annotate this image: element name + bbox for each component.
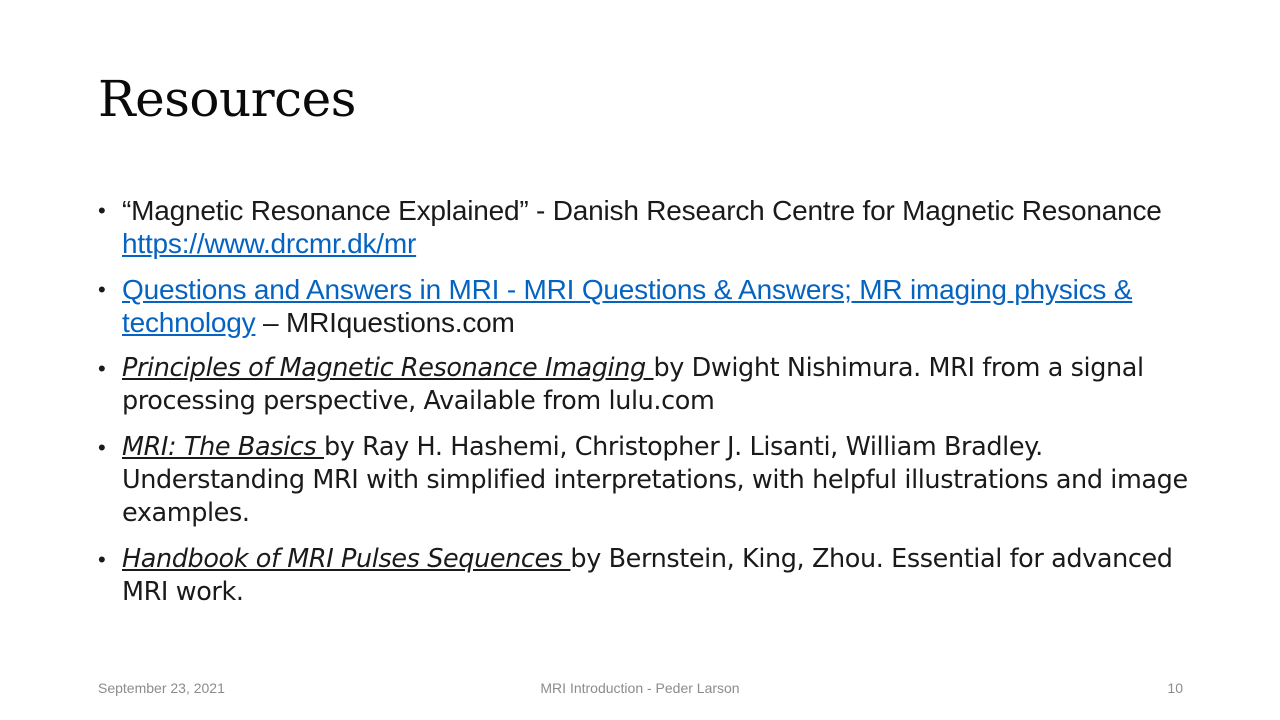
resource-description: by Bernstein, King, Zhou. Essential for advanced MRI work. bbox=[122, 544, 1173, 607]
list-item bbox=[98, 352, 1188, 418]
list-item bbox=[98, 194, 1188, 260]
book-title: Handbook of MRI Pulses Sequences bbox=[122, 544, 571, 574]
footer-title: MRI Introduction - Peder Larson bbox=[540, 680, 740, 696]
list-item bbox=[98, 431, 1188, 530]
bullet-icon: • bbox=[98, 198, 106, 223]
bullet-icon: • bbox=[98, 277, 106, 302]
footer-date: September 23, 2021 bbox=[98, 680, 225, 696]
list-item bbox=[98, 543, 1188, 609]
drcmr-link[interactable]: https://www.drcmr.dk/mr bbox=[122, 228, 417, 259]
bullet-icon: • bbox=[98, 356, 106, 381]
resource-description: - Danish Research Centre for Magnetic Resonance bbox=[528, 195, 1162, 226]
book-title: MRI: The Basics bbox=[122, 432, 324, 462]
slide-title: Resources bbox=[98, 70, 356, 128]
bullet-icon: • bbox=[98, 435, 106, 460]
resource-description: by Dwight Nishimura. MRI from a signal processing perspective, Available from lulu.com bbox=[122, 353, 1144, 416]
resource-description: by Ray H. Hashemi, Christopher J. Lisanti, William Bradley. Understanding MRI with simplified interpretations, with helpful illustrations and image examples. bbox=[122, 432, 1188, 528]
list-item bbox=[98, 273, 1188, 339]
resource-list bbox=[98, 194, 1188, 622]
page-number: 10 bbox=[1167, 680, 1183, 696]
resource-title: “Magnetic Resonance Explained” bbox=[122, 195, 529, 226]
book-title: Principles of Magnetic Resonance Imaging bbox=[122, 353, 654, 383]
mriquestions-link[interactable]: Questions and Answers in MRI - MRI Questions & Answers; MR imaging physics & technology bbox=[122, 274, 1133, 338]
resource-description: – MRIquestions.com bbox=[255, 307, 515, 338]
bullet-icon: • bbox=[98, 547, 106, 572]
